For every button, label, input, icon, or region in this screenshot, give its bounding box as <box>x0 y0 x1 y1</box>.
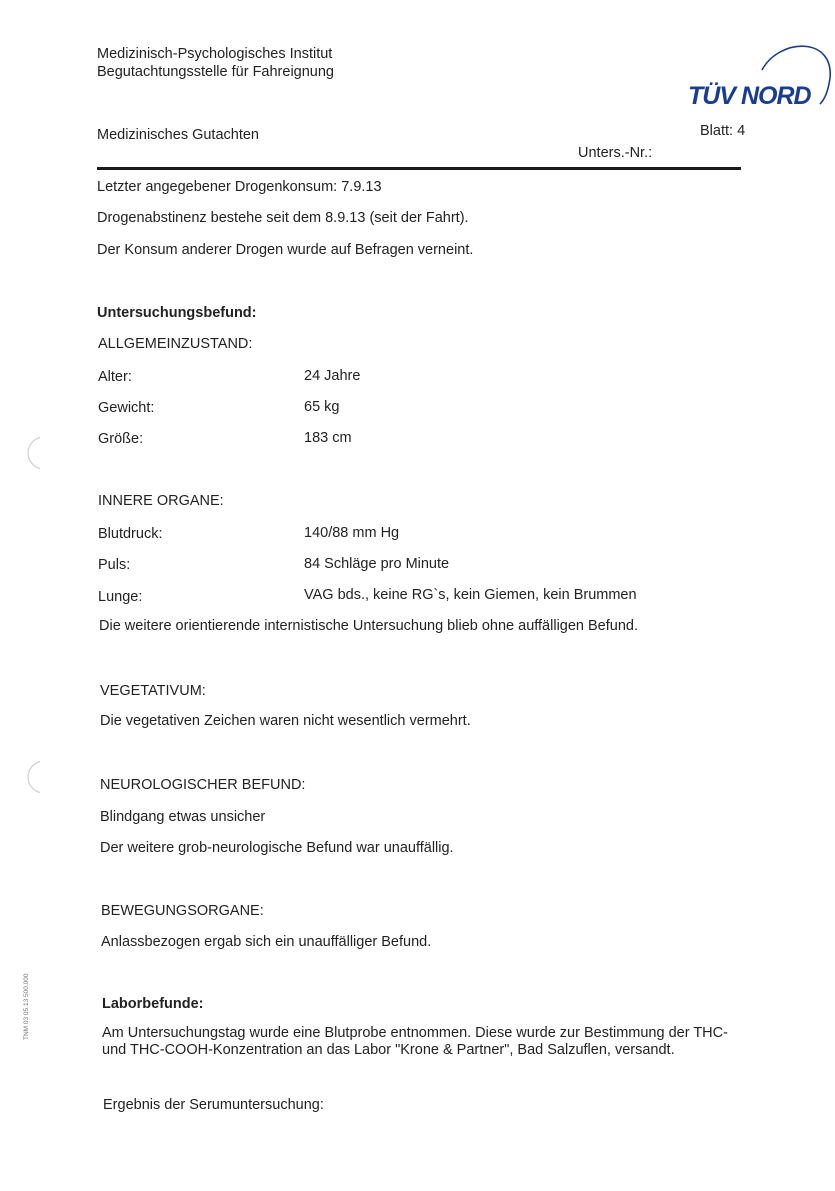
lab-paragraph: Am Untersuchungstag wurde eine Blutprobe entnommen. Diese wurde zur Bestimmung der THC- und THC-COOH-Konzentration an das Labor "Krone & Partner", Bad Salzuflen, versandt. <box>102 1025 728 1058</box>
height-value: 183 cm <box>304 430 352 446</box>
motor-heading: BEWEGUNGSORGANE: <box>101 903 264 919</box>
lung-label: Lunge: <box>98 589 143 605</box>
header-divider <box>97 167 741 170</box>
height-label: Größe: <box>98 431 144 447</box>
pulse-label: Puls: <box>98 557 131 573</box>
serum-result-intro: Ergebnis der Serumuntersuchung: <box>103 1097 324 1113</box>
pulse-value: 84 Schläge pro Minute <box>304 556 450 572</box>
institute-subtitle: Begutachtungsstelle für Fahreignung <box>97 64 334 80</box>
vegetative-heading: VEGETATIVUM: <box>100 683 206 699</box>
blood-pressure-label: Blutdruck: <box>98 526 163 542</box>
vegetative-text: Die vegetativen Zeichen waren nicht wesentlich vermehrt. <box>100 713 471 729</box>
tuv-nord-logo <box>684 38 834 112</box>
last-drug-use: Letzter angegebener Drogenkonsum: 7.9.13 <box>97 179 382 195</box>
lab-heading: Laborbefunde: <box>102 996 204 1012</box>
motor-text: Anlassbezogen ergab sich ein unauffälliger Befund. <box>101 934 432 950</box>
neuro-line-1: Blindgang etwas unsicher <box>100 809 266 825</box>
internal-summary: Die weitere orientierende internistische Untersuchung blieb ohne auffälligen Befund. <box>99 618 638 634</box>
lung-value: VAG bds., keine RG`s, kein Giemen, kein Brummen <box>304 587 637 603</box>
institute-block <box>97 45 334 81</box>
exam-number-label: Unters.-Nr.: <box>578 145 653 161</box>
weight-value: 65 kg <box>304 399 340 415</box>
sheet-number: Blatt: 4 <box>700 123 746 139</box>
age-value: 24 Jahre <box>304 368 361 384</box>
other-drugs: Der Konsum anderer Drogen wurde auf Befragen verneint. <box>97 242 474 258</box>
logo-text: TÜV NORD <box>688 82 811 110</box>
drug-abstinence: Drogenabstinenz bestehe seit dem 8.9.13 (seit der Fahrt). <box>97 210 469 226</box>
weight-label: Gewicht: <box>98 400 155 416</box>
institute-name: Medizinisch-Psychologisches Institut <box>97 46 333 62</box>
internal-heading: INNERE ORGANE: <box>98 493 224 509</box>
findings-heading: Untersuchungsbefund: <box>97 305 257 321</box>
document-title: Medizinisches Gutachten <box>97 127 259 143</box>
punch-hole-icon <box>0 433 40 473</box>
neuro-heading: NEUROLOGISCHER BEFUND: <box>100 777 306 793</box>
general-heading: ALLGEMEINZUSTAND: <box>98 336 253 352</box>
blood-pressure-value: 140/88 mm Hg <box>304 525 400 541</box>
neuro-line-2: Der weitere grob-neurologische Befund war unauffällig. <box>100 840 454 856</box>
form-code: TNM 03 05.13 500.000 <box>23 973 30 1040</box>
punch-hole-icon <box>0 757 40 797</box>
age-label: Alter: <box>98 369 132 385</box>
